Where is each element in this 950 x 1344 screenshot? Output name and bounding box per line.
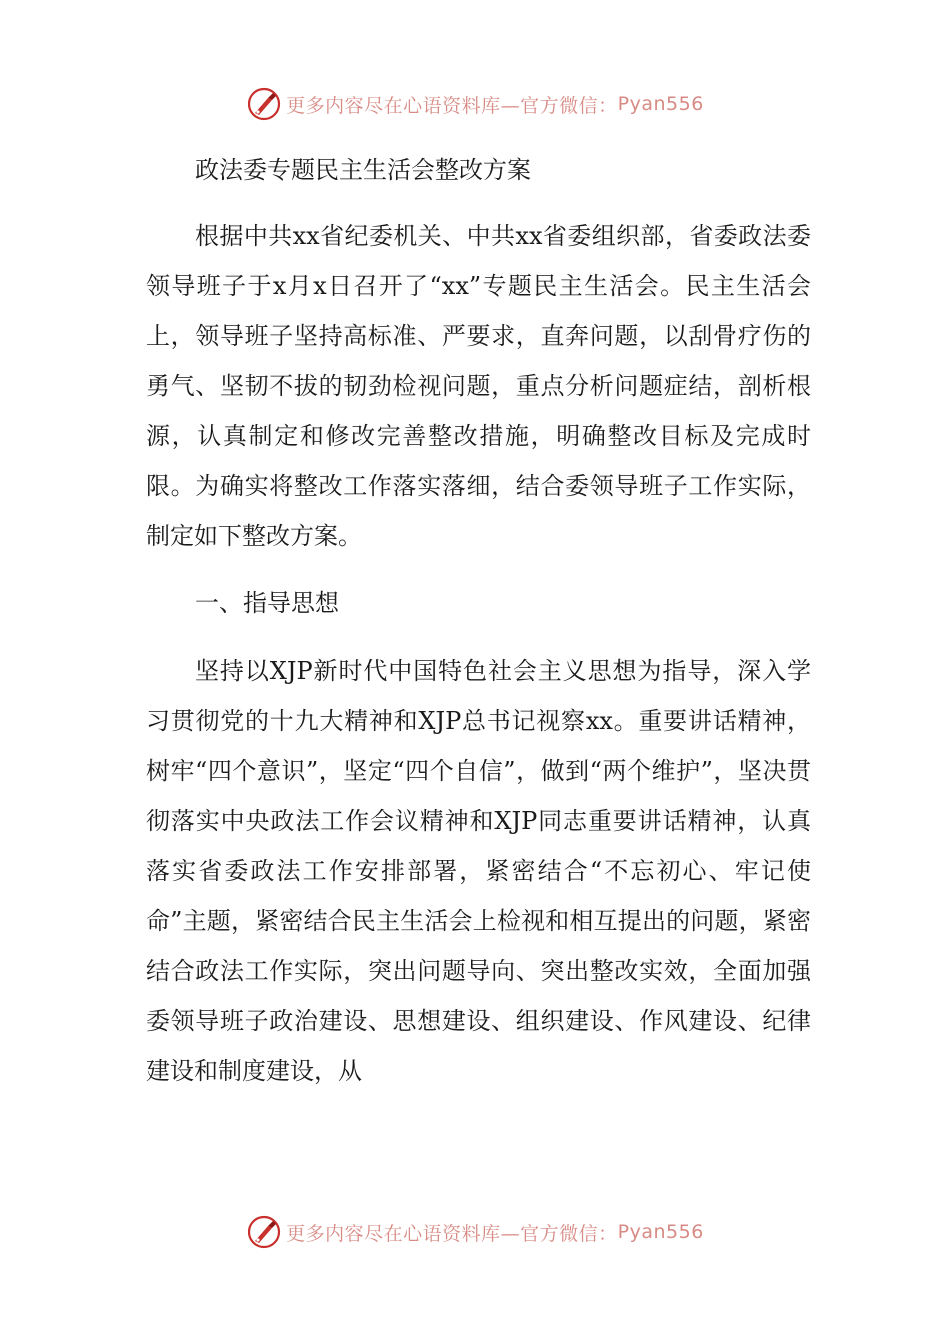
watermark-banner-top <box>0 84 950 124</box>
watermark-wechat-id: Pyan556 <box>617 93 704 115</box>
section-heading-guiding-thought: 一、指导思想 <box>195 589 339 617</box>
pen-nib-logo-icon <box>246 86 282 122</box>
intro-paragraph: 根据中共xx省纪委机关、中共xx省委组织部，省委政法委领导班子于x月x日召开了“xx”专题民主生活会。民主生活会上，领导班子坚持高标准、严要求，直奔问题，以刮骨疗伤的勇气、坚韧不拔的韧劲检视问题，重点分析问题症结，剖析根源，认真制定和修改完善整改措施，明确整改目标及完成时限。为确实将整改工作落实落细，结合委领导班子工作实际，制定如下整改方案。 <box>146 222 811 550</box>
watermark-site-text: 更多内容尽在心语资料库—官方微信： <box>286 1222 618 1245</box>
section-body-guiding-thought: 坚持以XJP新时代中国特色社会主义思想为指导，深入学习贯彻党的十九大精神和XJP总书记视察xx。重要讲话精神，树牢“四个意识”，坚定“四个自信”，做到“两个维护”，坚决贯彻落实中央政法工作会议精神和XJP同志重要讲话精神，认真落实省委政法工作安排部署，紧密结合“不忘初心、牢记使命”主题，紧密结合民主生活会上检视和相互提出的问题，紧密结合政法工作实际，突出问题导向、突出整改实效，全面加强委领导班子政治建设、思想建设、组织建设、作风建设、纪律建设和制度建设，从 <box>146 657 811 1085</box>
watermark-banner-bottom <box>0 1212 950 1252</box>
document-title: 政法委专题民主生活会整改方案 <box>195 156 531 184</box>
watermark-wechat-id: Pyan556 <box>617 1221 704 1243</box>
watermark-site-text: 更多内容尽在心语资料库—官方微信： <box>286 94 618 117</box>
document-body <box>146 148 811 1096</box>
pen-nib-logo-icon <box>246 1214 282 1250</box>
